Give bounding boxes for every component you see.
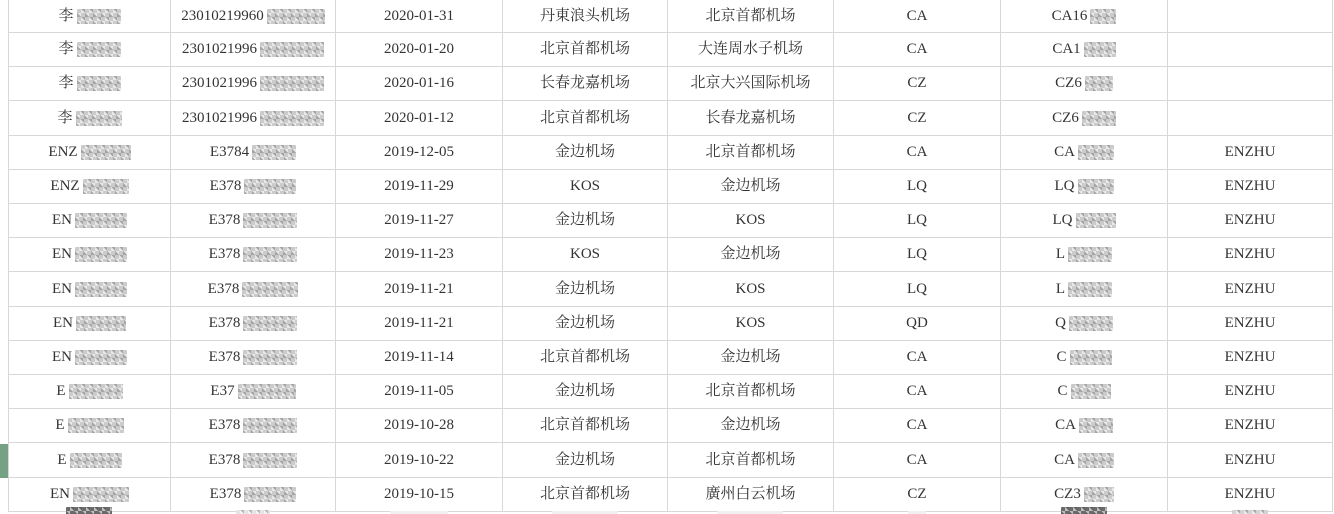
cell-text: 北京首都机场 <box>705 143 796 160</box>
cell-date[interactable] <box>336 136 503 170</box>
cell-text: KOS <box>569 246 600 263</box>
cell-passenger[interactable] <box>1168 101 1333 135</box>
cell-name[interactable] <box>9 375 171 409</box>
table-row <box>9 170 1332 204</box>
cell-text: KOS <box>569 177 600 194</box>
table-row <box>9 33 1332 67</box>
cell-date[interactable] <box>336 307 503 341</box>
cell-text: 金边机场 <box>554 314 615 331</box>
cell-text: ENZHU <box>1224 348 1276 365</box>
cell-airline-code[interactable] <box>834 170 1001 204</box>
cell-text: CA16 <box>1051 7 1088 24</box>
cell-text: L <box>1055 246 1066 263</box>
cell-departure-airport[interactable] <box>503 0 668 33</box>
cell-passenger[interactable] <box>1168 341 1333 375</box>
cell-arrival-airport[interactable] <box>668 272 834 306</box>
cell-id-number[interactable] <box>171 443 336 477</box>
cell-date[interactable] <box>336 170 503 204</box>
cell-text: KOS <box>735 212 766 229</box>
cell-text: LQ <box>907 246 927 263</box>
cell-text: CZ <box>907 75 927 92</box>
redaction-mosaic <box>77 76 121 91</box>
cell-departure-airport[interactable] <box>503 170 668 204</box>
redaction-mosaic <box>1079 418 1113 433</box>
cell-id-number[interactable] <box>171 136 336 170</box>
cell-text: 金边机场 <box>720 348 781 365</box>
cell-text: ENZ <box>50 177 80 194</box>
cell-id-number[interactable] <box>171 375 336 409</box>
cell-text: 长春龙嘉机场 <box>539 75 630 92</box>
cell-text: CA <box>1055 417 1076 434</box>
cell-text: E378 <box>208 348 241 365</box>
redaction-mosaic <box>1078 179 1114 194</box>
cell-text: CZ6 <box>1052 109 1079 126</box>
cell-departure-airport[interactable] <box>503 204 668 238</box>
cell-passenger[interactable] <box>1168 0 1333 33</box>
cell-text: 金边机场 <box>554 212 615 229</box>
cell-name[interactable] <box>9 443 171 477</box>
cell-text: 2019-11-23 <box>384 246 454 263</box>
cell-text: 北京大兴国际机场 <box>690 75 811 92</box>
cell-text: E378 <box>208 212 241 229</box>
cell-text: EN <box>53 314 73 331</box>
cell-text: 李 <box>57 109 73 126</box>
cell-passenger[interactable] <box>1168 204 1333 238</box>
cell-name[interactable] <box>9 101 171 135</box>
redaction-mosaic <box>1078 453 1114 468</box>
cell-text: E378 <box>208 417 241 434</box>
cell-name[interactable] <box>9 238 171 272</box>
cell-name[interactable] <box>9 33 171 67</box>
table-row <box>9 443 1332 477</box>
cell-airline-code[interactable] <box>834 33 1001 67</box>
redaction-mosaic <box>1068 247 1112 262</box>
cell-passenger[interactable] <box>1168 375 1333 409</box>
cell-text: CA <box>906 451 928 468</box>
cell-text: E378 <box>209 177 242 194</box>
cell-text: 23010219960 <box>181 7 264 24</box>
cell-text: 2019-10-22 <box>384 451 454 468</box>
redaction-mosaic <box>1076 213 1116 228</box>
cell-text: 李 <box>58 41 74 58</box>
redaction-mosaic <box>243 350 297 365</box>
cell-text: 2019-11-21 <box>384 280 454 297</box>
cell-text: E378 <box>207 280 240 297</box>
table-row <box>9 136 1332 170</box>
cell-text: 2019-11-05 <box>384 383 454 400</box>
table-row <box>9 478 1332 512</box>
cell-airline-code[interactable] <box>834 136 1001 170</box>
cell-name[interactable] <box>9 272 171 306</box>
cell-text: 北京首都机场 <box>539 41 630 58</box>
cell-text: 2301021996 <box>182 41 257 58</box>
cell-passenger[interactable] <box>1168 33 1333 67</box>
cell-departure-airport[interactable] <box>503 136 668 170</box>
redaction-mosaic <box>243 213 297 228</box>
cell-text: 大连周水子机场 <box>697 41 803 58</box>
cell-passenger[interactable] <box>1168 136 1333 170</box>
cell-text: LQ <box>1054 177 1075 194</box>
cell-flight-number[interactable] <box>1001 67 1168 101</box>
redaction-mosaic <box>260 111 324 126</box>
cell-passenger[interactable] <box>1168 170 1333 204</box>
cell-id-number[interactable] <box>171 307 336 341</box>
cell-text: 2019-10-28 <box>384 417 454 434</box>
redaction-mosaic <box>243 418 297 433</box>
cell-name[interactable] <box>9 409 171 443</box>
cell-text: CA <box>906 417 928 434</box>
cell-text: ENZHU <box>1224 485 1276 502</box>
cell-text: 2020-01-16 <box>384 75 454 92</box>
redaction-mosaic <box>244 179 296 194</box>
redaction-mosaic <box>1084 42 1116 57</box>
cell-date[interactable] <box>336 204 503 238</box>
cell-id-number[interactable] <box>171 238 336 272</box>
table-row <box>9 67 1332 101</box>
redaction-mosaic <box>68 418 124 433</box>
table-row <box>9 101 1332 135</box>
cell-passenger[interactable] <box>1168 443 1333 477</box>
cell-text: CZ <box>907 109 927 126</box>
cell-text: 北京首都机场 <box>539 485 630 502</box>
cell-arrival-airport[interactable] <box>668 136 834 170</box>
cell-text: 金边机场 <box>720 177 781 194</box>
cell-text: 金边机场 <box>554 383 615 400</box>
cell-name[interactable] <box>9 67 171 101</box>
cell-text: L <box>1055 280 1066 297</box>
redaction-mosaic <box>70 453 122 468</box>
cell-airline-code[interactable] <box>834 67 1001 101</box>
table-row <box>9 238 1332 272</box>
cell-text: EN <box>52 280 72 297</box>
cell-text: CZ <box>907 485 927 502</box>
cell-passenger[interactable] <box>1168 67 1333 101</box>
redaction-mosaic <box>76 316 126 331</box>
cell-name[interactable] <box>9 170 171 204</box>
cell-text: E37 <box>210 383 235 400</box>
cell-flight-number[interactable] <box>1001 307 1168 341</box>
redaction-mosaic <box>260 76 324 91</box>
cell-arrival-airport[interactable] <box>668 33 834 67</box>
cell-arrival-airport[interactable] <box>668 307 834 341</box>
redaction-mosaic <box>267 9 325 24</box>
cell-airline-code[interactable] <box>834 204 1001 238</box>
cell-arrival-airport[interactable] <box>668 0 834 33</box>
cell-passenger[interactable] <box>1168 409 1333 443</box>
table-row <box>9 272 1332 306</box>
redaction-mosaic <box>243 247 297 262</box>
cell-flight-number[interactable] <box>1001 33 1168 67</box>
cell-text: CA <box>906 383 928 400</box>
cell-text: 北京首都机场 <box>539 417 630 434</box>
cell-departure-airport[interactable] <box>503 67 668 101</box>
cell-text: EN <box>52 212 72 229</box>
redaction-mosaic <box>243 316 297 331</box>
cell-flight-number[interactable] <box>1001 136 1168 170</box>
cell-text: CA <box>906 348 928 365</box>
cell-arrival-airport[interactable] <box>668 101 834 135</box>
cell-text: LQ <box>907 212 927 229</box>
cell-id-number[interactable] <box>171 0 336 33</box>
cell-date[interactable] <box>336 101 503 135</box>
redaction-mosaic <box>1084 487 1114 502</box>
cell-departure-airport[interactable] <box>503 307 668 341</box>
cell-text: 长春龙嘉机场 <box>705 109 796 126</box>
cell-text: CA <box>906 7 928 24</box>
cell-passenger[interactable] <box>1168 307 1333 341</box>
redaction-mosaic <box>77 9 121 24</box>
cell-text: ENZHU <box>1224 212 1276 229</box>
cell-flight-number[interactable] <box>1001 375 1168 409</box>
cell-passenger[interactable] <box>1168 478 1333 512</box>
cell-airline-code[interactable] <box>834 409 1001 443</box>
table-row <box>9 341 1332 375</box>
cell-flight-number[interactable] <box>1001 409 1168 443</box>
cell-text: E378 <box>208 451 241 468</box>
redaction-mosaic <box>77 42 121 57</box>
cell-text: ENZHU <box>1224 383 1276 400</box>
redaction-mosaic <box>252 145 296 160</box>
selected-row-marker <box>0 444 8 479</box>
cell-text: 2301021996 <box>182 75 257 92</box>
table-grid <box>8 0 1332 512</box>
cell-arrival-airport[interactable] <box>668 341 834 375</box>
cell-id-number[interactable] <box>171 101 336 135</box>
cell-date[interactable] <box>336 33 503 67</box>
cell-text: E378 <box>208 246 241 263</box>
cell-arrival-airport[interactable] <box>668 443 834 477</box>
cell-text: ENZHU <box>1224 417 1276 434</box>
cell-arrival-airport[interactable] <box>668 170 834 204</box>
cell-arrival-airport[interactable] <box>668 409 834 443</box>
cell-name[interactable] <box>9 136 171 170</box>
redaction-mosaic <box>1090 9 1116 24</box>
redaction-mosaic <box>75 282 127 297</box>
redaction-mosaic <box>75 350 127 365</box>
cell-departure-airport[interactable] <box>503 33 668 67</box>
cell-text: 2019-12-05 <box>384 143 454 160</box>
cell-departure-airport[interactable] <box>503 375 668 409</box>
table-row <box>9 307 1332 341</box>
cell-arrival-airport[interactable] <box>668 478 834 512</box>
redaction-mosaic <box>73 487 129 502</box>
cell-flight-number[interactable] <box>1001 170 1168 204</box>
cell-text: CA <box>1054 451 1075 468</box>
cell-text: EN <box>52 348 72 365</box>
cell-text: 2020-01-31 <box>384 7 454 24</box>
redaction-mosaic <box>81 145 131 160</box>
cell-name[interactable] <box>9 307 171 341</box>
cell-text: LQ <box>1052 212 1073 229</box>
redaction-mosaic <box>75 247 127 262</box>
cell-text: 丹東浪头机场 <box>539 7 630 24</box>
redaction-mosaic <box>69 384 123 399</box>
redaction-mosaic <box>75 213 127 228</box>
cell-id-number[interactable] <box>171 204 336 238</box>
cell-id-number[interactable] <box>171 170 336 204</box>
cell-departure-airport[interactable] <box>503 409 668 443</box>
cell-airline-code[interactable] <box>834 307 1001 341</box>
cell-text: 2019-10-15 <box>384 485 454 502</box>
cell-text: 金边机场 <box>554 280 615 297</box>
cell-airline-code[interactable] <box>834 478 1001 512</box>
cell-text: 北京首都机场 <box>705 383 796 400</box>
cell-text: EN <box>50 485 70 502</box>
cell-flight-number[interactable] <box>1001 101 1168 135</box>
cell-flight-number[interactable] <box>1001 238 1168 272</box>
cell-date[interactable] <box>336 67 503 101</box>
cell-id-number[interactable] <box>171 33 336 67</box>
cell-date[interactable] <box>336 443 503 477</box>
cell-text: ENZHU <box>1224 177 1276 194</box>
cell-date[interactable] <box>336 272 503 306</box>
cell-name[interactable] <box>9 204 171 238</box>
cell-text: C <box>1057 383 1068 400</box>
cell-date[interactable] <box>336 478 503 512</box>
cell-arrival-airport[interactable] <box>668 204 834 238</box>
cell-text: QD <box>906 314 928 331</box>
cell-text: 金边机场 <box>720 246 781 263</box>
cell-text: 2301021996 <box>182 109 257 126</box>
cell-text: 北京首都机场 <box>705 7 796 24</box>
cell-airline-code[interactable] <box>834 0 1001 33</box>
cell-departure-airport[interactable] <box>503 478 668 512</box>
cell-flight-number[interactable] <box>1001 443 1168 477</box>
cell-text: CA <box>906 143 928 160</box>
cell-text: E <box>57 451 67 468</box>
cell-departure-airport[interactable] <box>503 101 668 135</box>
cell-departure-airport[interactable] <box>503 272 668 306</box>
cell-text: ENZHU <box>1224 280 1276 297</box>
cell-id-number[interactable] <box>171 272 336 306</box>
cell-flight-number[interactable] <box>1001 478 1168 512</box>
redaction-mosaic <box>1068 282 1112 297</box>
cell-airline-code[interactable] <box>834 443 1001 477</box>
cell-text: 北京首都机场 <box>539 348 630 365</box>
table-row <box>9 375 1332 409</box>
cell-text: ENZHU <box>1224 314 1276 331</box>
cell-text: 金边机场 <box>554 143 615 160</box>
cell-flight-number[interactable] <box>1001 272 1168 306</box>
cell-arrival-airport[interactable] <box>668 375 834 409</box>
cell-date[interactable] <box>336 0 503 33</box>
cell-arrival-airport[interactable] <box>668 67 834 101</box>
redaction-mosaic <box>1082 111 1116 126</box>
table-row <box>9 0 1332 33</box>
cell-passenger[interactable] <box>1168 238 1333 272</box>
cell-text: 2020-01-20 <box>384 41 454 58</box>
cell-text: E3784 <box>209 143 250 160</box>
cell-text: C <box>1056 348 1067 365</box>
cell-text: E <box>55 417 65 434</box>
cell-name[interactable] <box>9 0 171 33</box>
cell-airline-code[interactable] <box>834 341 1001 375</box>
cell-text: 2019-11-21 <box>384 314 454 331</box>
cell-flight-number[interactable] <box>1001 0 1168 33</box>
cell-text: CA <box>1054 143 1075 160</box>
redaction-mosaic <box>1078 145 1114 160</box>
cell-departure-airport[interactable] <box>503 341 668 375</box>
cell-date[interactable] <box>336 341 503 375</box>
redaction-mosaic <box>244 487 296 502</box>
redaction-mosaic <box>1071 384 1111 399</box>
cell-text: KOS <box>735 314 766 331</box>
cell-id-number[interactable] <box>171 478 336 512</box>
cell-text: 2019-11-29 <box>384 177 454 194</box>
cell-text: CA1 <box>1052 41 1081 58</box>
cell-text: LQ <box>907 280 927 297</box>
cell-text: 金边机场 <box>554 451 615 468</box>
cell-airline-code[interactable] <box>834 101 1001 135</box>
cell-text: ENZHU <box>1224 451 1276 468</box>
cell-date[interactable] <box>336 409 503 443</box>
cell-text: Q <box>1055 314 1066 331</box>
cell-text: KOS <box>735 280 766 297</box>
cell-date[interactable] <box>336 375 503 409</box>
cell-flight-number[interactable] <box>1001 341 1168 375</box>
cell-departure-airport[interactable] <box>503 443 668 477</box>
cell-name[interactable] <box>9 478 171 512</box>
cell-text: 2019-11-14 <box>384 348 454 365</box>
cell-text: 北京首都机场 <box>705 451 796 468</box>
cell-text: ENZHU <box>1224 246 1276 263</box>
cell-airline-code[interactable] <box>834 238 1001 272</box>
redaction-mosaic <box>76 111 122 126</box>
cell-text: 廣州白云机场 <box>705 485 796 502</box>
cell-text: CZ3 <box>1054 485 1081 502</box>
redaction-mosaic <box>238 384 296 399</box>
cell-text: EN <box>52 246 72 263</box>
cell-id-number[interactable] <box>171 67 336 101</box>
cell-id-number[interactable] <box>171 341 336 375</box>
cell-text: E <box>56 383 66 400</box>
cell-text: ENZHU <box>1224 143 1276 160</box>
table-row <box>9 204 1332 238</box>
redaction-mosaic <box>83 179 129 194</box>
cell-text: 李 <box>58 75 74 92</box>
cell-passenger[interactable] <box>1168 272 1333 306</box>
redaction-mosaic <box>260 42 324 57</box>
cell-date[interactable] <box>336 238 503 272</box>
cell-name[interactable] <box>9 341 171 375</box>
cell-airline-code[interactable] <box>834 272 1001 306</box>
redaction-mosaic <box>1070 350 1112 365</box>
cell-text: CA <box>906 41 928 58</box>
cell-id-number[interactable] <box>171 409 336 443</box>
cell-text: 2020-01-12 <box>384 109 454 126</box>
cell-airline-code[interactable] <box>834 375 1001 409</box>
cell-text: 李 <box>58 7 74 24</box>
cell-arrival-airport[interactable] <box>668 238 834 272</box>
cell-text: 北京首都机场 <box>539 109 630 126</box>
cell-text: E378 <box>208 314 241 331</box>
redaction-mosaic <box>1069 316 1113 331</box>
table-row <box>9 409 1332 443</box>
cell-text: CZ6 <box>1055 75 1082 92</box>
cell-text: ENZ <box>48 143 78 160</box>
cell-text: 金边机场 <box>720 417 781 434</box>
redaction-mosaic <box>1085 76 1113 91</box>
cell-flight-number[interactable] <box>1001 204 1168 238</box>
cell-text: LQ <box>907 177 927 194</box>
redaction-mosaic <box>242 282 298 297</box>
cell-departure-airport[interactable] <box>503 238 668 272</box>
redaction-mosaic <box>243 453 297 468</box>
cell-text: E378 <box>209 485 242 502</box>
cell-text: 2019-11-27 <box>384 212 454 229</box>
